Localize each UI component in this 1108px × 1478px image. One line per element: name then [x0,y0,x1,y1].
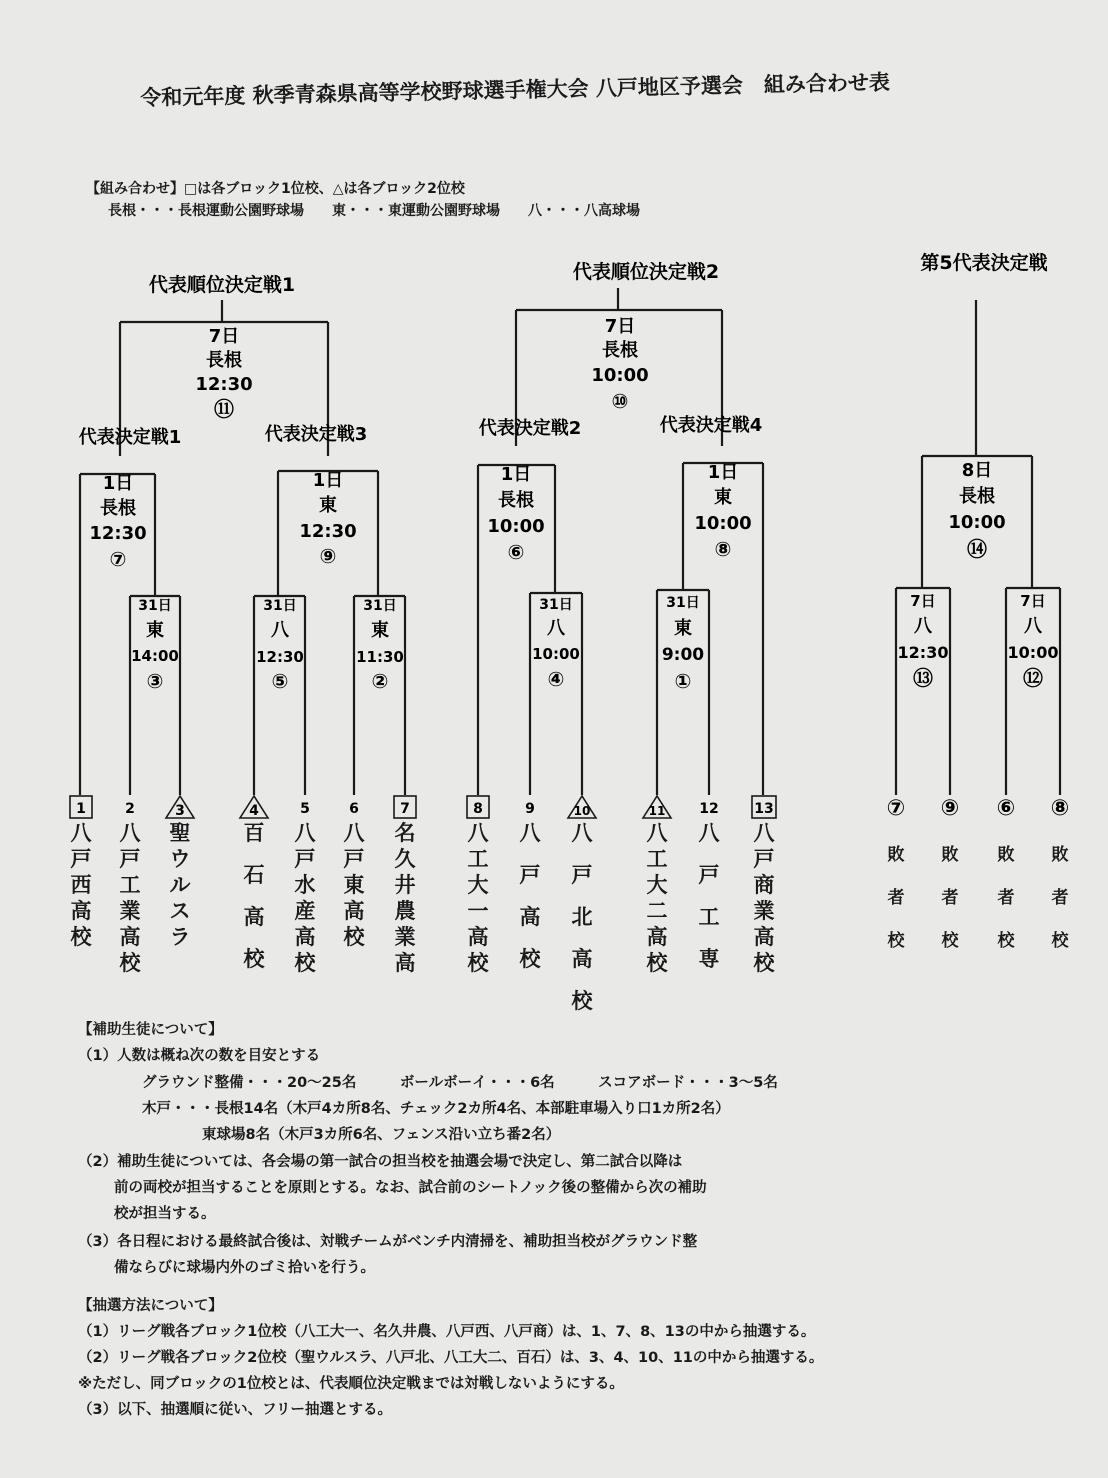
svg-text:31日: 31日 [263,598,297,614]
svg-text:11:30: 11:30 [356,648,404,666]
svg-text:東: 東 [371,620,389,641]
team-name-7: 名久井農業高 [394,821,416,975]
svg-text:14:00: 14:00 [131,647,179,665]
team-name-1: 八戸西高校 [70,821,92,949]
match-g11 [195,326,252,421]
svg-text:長根: 長根 [100,498,136,519]
svg-text:⑨: ⑨ [319,544,337,568]
svg-text:東: 東 [714,487,732,508]
svg-text:④: ④ [547,667,565,691]
svg-text:長根: 長根 [206,350,242,371]
draw-heading: 【抽選方法について】 [78,1298,223,1314]
team-num: 2 [125,801,135,817]
team-name-9: 八戸高校 [519,821,541,971]
svg-text:10:00: 10:00 [487,516,545,537]
loser-num: ⑥ [996,796,1016,821]
svg-text:東: 東 [319,495,337,516]
team-name-6: 八戸東高校 [343,821,365,949]
team-num: 3 [175,803,185,819]
svg-text:31日: 31日 [539,597,573,613]
assist-note-3: （3）各日程における最終試合後は、対戦チームがベンチ内清掃を、補助担当校がグラウンド整 [78,1234,698,1250]
svg-text:7日: 7日 [604,316,636,337]
match-g5 [256,598,304,693]
assist-note-1c: 東球場8名（木戸3カ所6名、フェンス沿い立ち番2名） [202,1127,561,1143]
legend-line-2: 長根・・・長根運動公園野球場 東・・・東運動公園野球場 八・・・八高球場 [108,203,640,219]
page-title: 令和元年度 秋季青森県高等学校野球選手権大会 八戸地区予選会 組み合わせ表 [140,70,891,110]
team-num: 6 [349,801,359,817]
svg-text:31日: 31日 [138,598,172,614]
svg-text:八: 八 [914,616,932,637]
loser-label-8: 敗者校 [1051,845,1069,951]
svg-text:7日: 7日 [910,592,936,610]
svg-text:10:00: 10:00 [1007,643,1059,662]
rank-final-2-title: 代表順位決定戦2 [572,261,720,283]
legend-line-1: 【組み合わせ】□は各ブロック1位校、△は各ブロック2位校 [86,181,465,197]
svg-text:⑤: ⑤ [271,669,289,693]
svg-text:12:30: 12:30 [299,521,357,542]
assist-note-2: （2）補助生徒については、各会場の第一試合の担当校を抽選会場で決定し、第二試合以降は [78,1154,683,1170]
svg-text:12:30: 12:30 [256,648,304,666]
svg-text:1日: 1日 [102,473,134,494]
team-name-5: 八戸水産高校 [294,821,316,975]
loser-label-6: 敗者校 [997,845,1015,951]
svg-text:①: ① [674,669,692,693]
match-g14 [948,460,1005,561]
svg-text:東: 東 [674,618,692,639]
team-num: 1 [76,801,86,817]
team-num: 11 [648,804,666,818]
assist-note-2c: 校が担当する。 [114,1206,216,1222]
svg-text:⑧: ⑧ [714,537,732,561]
team-name-8: 八工大一高校 [467,821,489,975]
rep-final-1-title: 代表決定戦1 [78,427,182,448]
svg-text:東: 東 [146,620,164,641]
rep-final-3-title: 代表決定戦3 [264,424,368,445]
svg-text:7日: 7日 [208,326,240,347]
svg-text:10:00: 10:00 [532,645,580,663]
loser-num: ⑦ [886,796,906,821]
match-g10 [591,316,648,413]
svg-text:八: 八 [547,618,565,639]
match-g8 [694,462,751,561]
svg-text:9:00: 9:00 [661,645,705,665]
loser-num: ⑧ [1050,796,1070,821]
svg-text:⑦: ⑦ [109,547,127,571]
svg-text:⑥: ⑥ [507,540,525,564]
svg-text:八: 八 [1024,616,1042,637]
team-name-11: 八工大二高校 [646,821,668,975]
svg-text:八: 八 [271,620,289,641]
match-g1 [662,595,704,693]
team-num: 5 [300,801,310,817]
loser-label-7: 敗者校 [887,845,905,951]
team-num: 13 [754,801,774,817]
team-name-10: 八戸北高校 [571,821,593,1013]
svg-text:②: ② [371,669,389,693]
assist-note-1b: 木戸・・・長根14名（木戸4カ所8名、チェック2カ所4名、本部駐車場入り口1カ所2名） [142,1101,730,1117]
team-name-12: 八戸工専 [698,821,720,971]
assist-note-2b: 前の両校が担当することを原則とする。なお、試合前のシートノック後の整備から次の補助 [114,1180,707,1196]
team-name-2: 八戸工業高校 [119,821,141,975]
svg-text:12:30: 12:30 [195,374,253,395]
draw-note-1: （1）リーグ戦各ブロック1位校（八工大一、名久井農、八戸西、八戸商）は、1、7、8、13の中から抽選する。 [78,1324,816,1340]
svg-text:31日: 31日 [666,595,700,611]
team-num: 10 [573,804,591,818]
svg-text:⑩: ⑩ [611,389,629,413]
rep-final-4-title: 代表決定戦4 [659,415,763,436]
fifth-rep-title: 第5代表決定戦 [920,252,1048,274]
assist-note-1a: グラウンド整備・・・20～25名 ボールボーイ・・・6名 スコアボード・・・3～5名 [142,1075,778,1091]
match-g13 [898,592,949,690]
svg-text:長根: 長根 [602,340,638,361]
svg-text:長根: 長根 [959,486,995,507]
match-g7 [89,473,146,571]
loser-numbers [887,796,1070,821]
team-num: 9 [525,801,535,817]
svg-text:12:30: 12:30 [89,523,147,544]
match-g2 [356,598,404,693]
svg-text:1日: 1日 [312,470,344,491]
svg-text:10:00: 10:00 [694,513,752,534]
team-num: 4 [249,803,259,819]
svg-text:1日: 1日 [707,462,739,483]
svg-text:1日: 1日 [500,464,532,485]
match-g6 [487,464,544,564]
svg-text:⑭: ⑭ [967,537,987,561]
svg-text:⑫: ⑫ [1023,666,1043,690]
loser-num: ⑨ [940,796,960,821]
assist-heading: 【補助生徒について】 [78,1022,223,1038]
draw-note-2: （2）リーグ戦各ブロック2位校（聖ウルスラ、八戸北、八工大二、百石）は、3、4、10、11の中から抽選する。 [78,1350,824,1366]
match-g3 [131,598,179,693]
svg-text:8日: 8日 [961,460,993,481]
svg-text:長根: 長根 [498,490,534,511]
loser-label-9: 敗者校 [941,845,959,951]
match-g4 [532,597,580,691]
assist-note-1: （1）人数は概ね次の数を目安とする [78,1048,321,1064]
svg-text:7日: 7日 [1020,592,1046,610]
assist-note-3b: 備ならびに球場内外のゴミ拾いを行う。 [114,1260,375,1276]
svg-text:31日: 31日 [363,598,397,614]
match-g9 [299,470,356,568]
team-name-4: 百石高校 [243,821,265,971]
svg-text:⑬: ⑬ [913,666,933,690]
team-name-13: 八戸商業高校 [753,821,775,975]
draw-note-caveat: ※ただし、同ブロックの1位校とは、代表順位決定戦までは対戦しないようにする。 [78,1376,624,1392]
svg-text:12:30: 12:30 [897,643,949,662]
svg-text:10:00: 10:00 [591,365,649,386]
team-num: 7 [400,801,410,817]
team-name-3: 聖ウルスラ [169,821,191,949]
team-num: 8 [473,801,483,817]
svg-text:⑪: ⑪ [214,397,234,421]
rep-final-2-title: 代表決定戦2 [478,418,582,439]
svg-text:10:00: 10:00 [948,512,1006,533]
rank-final-1-title: 代表順位決定戦1 [148,274,296,296]
draw-note-3: （3）以下、抽選順に従い、フリー抽選とする。 [78,1402,393,1418]
svg-text:③: ③ [146,669,164,693]
match-g12 [1008,592,1059,690]
team-num: 12 [699,801,719,817]
